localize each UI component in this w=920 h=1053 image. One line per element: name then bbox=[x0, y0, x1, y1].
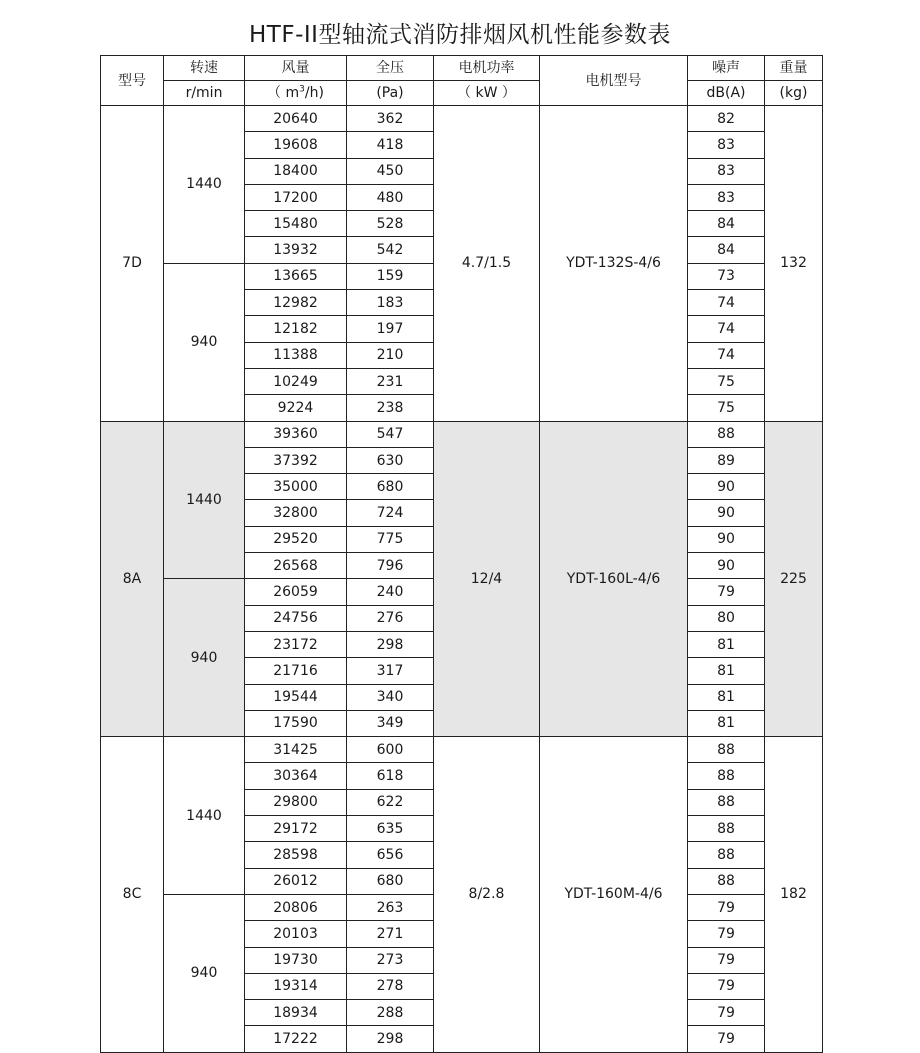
model-cell: 8C bbox=[101, 737, 164, 1053]
pressure-cell: 298 bbox=[347, 631, 434, 657]
noise-cell: 81 bbox=[688, 684, 765, 710]
motor-cell: YDT-160M-4/6 bbox=[540, 737, 688, 1053]
weight-cell: 132 bbox=[765, 106, 823, 422]
pressure-cell: 273 bbox=[347, 947, 434, 973]
header-weight: 重量 bbox=[765, 56, 823, 81]
model-cell: 7D bbox=[101, 106, 164, 422]
flow-cell: 26059 bbox=[245, 579, 347, 605]
noise-cell: 74 bbox=[688, 342, 765, 368]
flow-cell: 10249 bbox=[245, 368, 347, 394]
motor-cell: YDT-132S-4/6 bbox=[540, 106, 688, 422]
flow-cell: 32800 bbox=[245, 500, 347, 526]
noise-cell: 88 bbox=[688, 737, 765, 763]
noise-cell: 90 bbox=[688, 553, 765, 579]
noise-cell: 79 bbox=[688, 973, 765, 999]
flow-cell: 20806 bbox=[245, 894, 347, 920]
noise-cell: 89 bbox=[688, 447, 765, 473]
header-power: 电机功率 bbox=[434, 56, 540, 81]
pressure-cell: 796 bbox=[347, 553, 434, 579]
pressure-cell: 618 bbox=[347, 763, 434, 789]
pressure-cell: 183 bbox=[347, 290, 434, 316]
noise-cell: 79 bbox=[688, 1000, 765, 1026]
noise-cell: 75 bbox=[688, 368, 765, 394]
flow-cell: 13932 bbox=[245, 237, 347, 263]
noise-cell: 81 bbox=[688, 710, 765, 736]
noise-cell: 90 bbox=[688, 474, 765, 500]
flow-cell: 28598 bbox=[245, 842, 347, 868]
pressure-cell: 680 bbox=[347, 474, 434, 500]
weight-cell: 225 bbox=[765, 421, 823, 737]
pressure-cell: 231 bbox=[347, 368, 434, 394]
flow-cell: 31425 bbox=[245, 737, 347, 763]
performance-table bbox=[100, 55, 823, 1053]
power-cell: 8/2.8 bbox=[434, 737, 540, 1053]
flow-cell: 29520 bbox=[245, 526, 347, 552]
header-noise: 噪声 bbox=[688, 56, 765, 81]
noise-cell: 83 bbox=[688, 132, 765, 158]
flow-cell: 26568 bbox=[245, 553, 347, 579]
noise-cell: 79 bbox=[688, 947, 765, 973]
header-power-unit: （ kW ） bbox=[434, 81, 540, 106]
table-body bbox=[101, 106, 823, 1053]
speed-cell: 940 bbox=[164, 894, 245, 1052]
noise-cell: 74 bbox=[688, 290, 765, 316]
flow-cell: 26012 bbox=[245, 868, 347, 894]
weight-cell: 182 bbox=[765, 737, 823, 1053]
pressure-cell: 288 bbox=[347, 1000, 434, 1026]
pressure-cell: 775 bbox=[347, 526, 434, 552]
noise-cell: 73 bbox=[688, 263, 765, 289]
pressure-cell: 600 bbox=[347, 737, 434, 763]
noise-cell: 88 bbox=[688, 421, 765, 447]
pressure-cell: 622 bbox=[347, 789, 434, 815]
flow-cell: 20103 bbox=[245, 921, 347, 947]
noise-cell: 83 bbox=[688, 184, 765, 210]
noise-cell: 84 bbox=[688, 237, 765, 263]
noise-cell: 79 bbox=[688, 1026, 765, 1052]
table-row bbox=[101, 106, 823, 132]
header-pressure: 全压 bbox=[347, 56, 434, 81]
pressure-cell: 480 bbox=[347, 184, 434, 210]
pressure-cell: 317 bbox=[347, 658, 434, 684]
pressure-cell: 542 bbox=[347, 237, 434, 263]
flow-cell: 18400 bbox=[245, 158, 347, 184]
motor-cell: YDT-160L-4/6 bbox=[540, 421, 688, 737]
noise-cell: 90 bbox=[688, 500, 765, 526]
header-model: 型号 bbox=[101, 56, 164, 106]
noise-cell: 88 bbox=[688, 842, 765, 868]
speed-cell: 940 bbox=[164, 263, 245, 421]
flow-cell: 19544 bbox=[245, 684, 347, 710]
pressure-cell: 263 bbox=[347, 894, 434, 920]
pressure-cell: 450 bbox=[347, 158, 434, 184]
flow-cell: 39360 bbox=[245, 421, 347, 447]
power-cell: 12/4 bbox=[434, 421, 540, 737]
pressure-cell: 349 bbox=[347, 710, 434, 736]
speed-cell: 1440 bbox=[164, 106, 245, 264]
pressure-cell: 418 bbox=[347, 132, 434, 158]
flow-cell: 20640 bbox=[245, 106, 347, 132]
flow-cell: 19730 bbox=[245, 947, 347, 973]
header-flow-unit bbox=[245, 81, 347, 106]
noise-cell: 79 bbox=[688, 921, 765, 947]
noise-cell: 83 bbox=[688, 158, 765, 184]
flow-cell: 35000 bbox=[245, 474, 347, 500]
flow-unit-suffix: /h) bbox=[304, 85, 324, 101]
noise-cell: 88 bbox=[688, 789, 765, 815]
pressure-cell: 276 bbox=[347, 605, 434, 631]
noise-cell: 82 bbox=[688, 106, 765, 132]
page-title: HTF-II型轴流式消防排烟风机性能参数表 bbox=[249, 22, 671, 48]
pressure-cell: 197 bbox=[347, 316, 434, 342]
header-speed-unit: r/min bbox=[164, 81, 245, 106]
noise-cell: 84 bbox=[688, 211, 765, 237]
pressure-cell: 630 bbox=[347, 447, 434, 473]
flow-cell: 17222 bbox=[245, 1026, 347, 1052]
pressure-cell: 271 bbox=[347, 921, 434, 947]
header-pressure-unit: (Pa) bbox=[347, 81, 434, 106]
flow-unit-superscript: 3 bbox=[299, 84, 305, 95]
noise-cell: 79 bbox=[688, 579, 765, 605]
noise-cell: 88 bbox=[688, 816, 765, 842]
table-header bbox=[101, 56, 823, 106]
flow-cell: 17590 bbox=[245, 710, 347, 736]
noise-cell: 79 bbox=[688, 894, 765, 920]
flow-cell: 12182 bbox=[245, 316, 347, 342]
flow-cell: 11388 bbox=[245, 342, 347, 368]
power-cell: 4.7/1.5 bbox=[434, 106, 540, 422]
pressure-cell: 635 bbox=[347, 816, 434, 842]
speed-cell: 1440 bbox=[164, 737, 245, 895]
flow-cell: 29172 bbox=[245, 816, 347, 842]
pressure-cell: 656 bbox=[347, 842, 434, 868]
flow-cell: 37392 bbox=[245, 447, 347, 473]
pressure-cell: 547 bbox=[347, 421, 434, 447]
header-flow: 风量 bbox=[245, 56, 347, 81]
pressure-cell: 238 bbox=[347, 395, 434, 421]
flow-cell: 21716 bbox=[245, 658, 347, 684]
noise-cell: 88 bbox=[688, 763, 765, 789]
header-motor: 电机型号 bbox=[540, 56, 688, 106]
header-noise-unit: dB(A) bbox=[688, 81, 765, 106]
flow-unit-prefix: （ m bbox=[267, 85, 300, 101]
noise-cell: 74 bbox=[688, 316, 765, 342]
noise-cell: 88 bbox=[688, 868, 765, 894]
flow-cell: 19608 bbox=[245, 132, 347, 158]
noise-cell: 80 bbox=[688, 605, 765, 631]
flow-cell: 12982 bbox=[245, 290, 347, 316]
pressure-cell: 278 bbox=[347, 973, 434, 999]
pressure-cell: 298 bbox=[347, 1026, 434, 1052]
noise-cell: 81 bbox=[688, 658, 765, 684]
flow-cell: 17200 bbox=[245, 184, 347, 210]
flow-cell: 9224 bbox=[245, 395, 347, 421]
pressure-cell: 159 bbox=[347, 263, 434, 289]
header-weight-unit: (kg) bbox=[765, 81, 823, 106]
flow-cell: 19314 bbox=[245, 973, 347, 999]
model-cell: 8A bbox=[101, 421, 164, 737]
flow-cell: 30364 bbox=[245, 763, 347, 789]
pressure-cell: 240 bbox=[347, 579, 434, 605]
pressure-cell: 528 bbox=[347, 211, 434, 237]
header-speed: 转速 bbox=[164, 56, 245, 81]
flow-cell: 23172 bbox=[245, 631, 347, 657]
noise-cell: 81 bbox=[688, 631, 765, 657]
noise-cell: 75 bbox=[688, 395, 765, 421]
flow-cell: 29800 bbox=[245, 789, 347, 815]
flow-cell: 13665 bbox=[245, 263, 347, 289]
flow-cell: 18934 bbox=[245, 1000, 347, 1026]
pressure-cell: 724 bbox=[347, 500, 434, 526]
pressure-cell: 680 bbox=[347, 868, 434, 894]
table-row bbox=[101, 421, 823, 447]
pressure-cell: 362 bbox=[347, 106, 434, 132]
noise-cell: 90 bbox=[688, 526, 765, 552]
flow-cell: 15480 bbox=[245, 211, 347, 237]
table-row bbox=[101, 737, 823, 763]
pressure-cell: 340 bbox=[347, 684, 434, 710]
speed-cell: 1440 bbox=[164, 421, 245, 579]
pressure-cell: 210 bbox=[347, 342, 434, 368]
speed-cell: 940 bbox=[164, 579, 245, 737]
flow-cell: 24756 bbox=[245, 605, 347, 631]
